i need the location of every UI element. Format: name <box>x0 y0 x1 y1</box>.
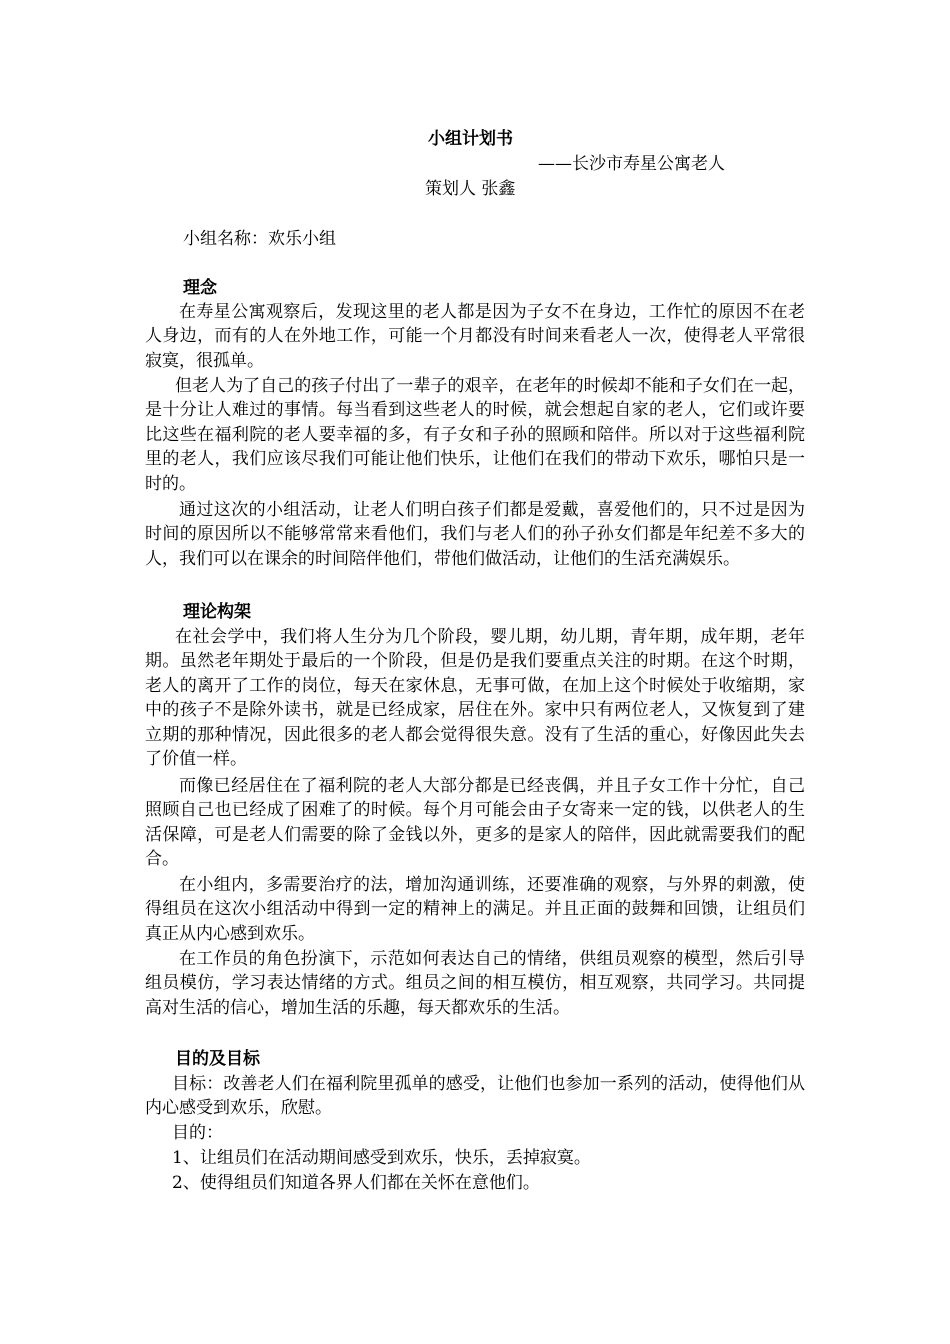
theory-heading: 理论构架 <box>183 602 251 622</box>
group-name: 小组名称：欢乐小组 <box>183 229 336 249</box>
goals-item-2: 2、使得组员们知道各界人们都在关怀在意他们。 <box>172 1173 540 1193</box>
goals-purpose-label: 目的： <box>172 1123 223 1143</box>
goals-target: 目标：改善老人们在福利院里孤单的感受，让他们也参加一系列的活动，使得他们从内心感受到欢乐，欣慰。 <box>145 1074 805 1119</box>
theory-paragraph-3: 在小组内，多需要治疗的法，增加沟通训练，还要准确的观察，与外界的刺激，使得组员在这次小组活动中得到一定的精神上的满足。并且正面的鼓舞和回馈，让组员们真正从内心感到欢乐。 <box>145 875 805 944</box>
theory-paragraph-4: 在工作员的角色扮演下，示范如何表达自己的情绪，供组员观察的模型，然后引导组员模仿，学习表达情绪的方式。组员之间的相互模仿，相互观察，共同学习。共同提高对生活的信心，增加生活的乐趣，每天都欢乐的生活。 <box>145 949 805 1018</box>
goals-item-1: 1、让组员们在活动期间感受到欢乐，快乐，丢掉寂寞。 <box>172 1148 591 1168</box>
concept-paragraph-3: 通过这次的小组活动，让老人们明白孩子们都是爱戴，喜爱他们的，只不过是因为时间的原因所以不能够常常来看他们，我们与老人们的孙子孙女们都是年纪差不多大的人，我们可以在课余的时间陪伴他们，带他们做活动，让他们的生活充满娱乐。 <box>145 500 805 569</box>
concept-paragraph-2: 但老人为了自己的孩子付出了一辈子的艰辛，在老年的时候却不能和子女们在一起，是十分让人难过的事情。每当看到这些老人的时候，就会想起自家的老人，它们或许要比这些在福利院的老人要幸福的多，有子女和子孙的照顾和陪伴。所以对于这些福利院里的老人，我们应该尽我们可能让他们快乐，让他们在我们的带动下欢乐，哪怕只是一时的。 <box>145 376 805 494</box>
document-title: 小组计划书 <box>428 129 513 149</box>
concept-heading: 理念 <box>183 278 217 298</box>
theory-paragraph-2: 而像已经居住在了福利院的老人大部分都是已经丧偶，并且子女工作十分忙，自己照顾自己也已经成了困难了的时候。每个月可能会由子女寄来一定的钱，以供老人的生活保障，可是老人们需要的除了金钱以外，更多的是家人的陪伴，因此就需要我们的配合。 <box>145 776 805 870</box>
goals-heading: 目的及目标 <box>175 1049 260 1069</box>
planner-line: 策划人 张鑫 <box>425 179 516 199</box>
document-subtitle: ——长沙市寿星公寓老人 <box>538 154 725 174</box>
theory-paragraph-1: 在社会学中，我们将人生分为几个阶段，婴儿期，幼儿期，青年期，成年期，老年期。虽然老年期处于最后的一个阶段，但是仍是我们要重点关注的时期。在这个时期，老人的离开了工作的岗位，每天在家休息，无事可做，在加上这个时候处于收缩期，家中的孩子不是除外读书，就是已经成家，居住在外。家中只有两位老人，又恢复到了建立期的那种情况，因此很多的老人都会觉得很失意。没有了生活的重心，好像因此失去了价值一样。 <box>145 627 805 770</box>
concept-paragraph-1: 在寿星公寓观察后，发现这里的老人都是因为子女不在身边，工作忙的原因不在老人身边，而有的人在外地工作，可能一个月都没有时间来看老人一次，使得老人平常很寂寞，很孤单。 <box>145 302 805 371</box>
